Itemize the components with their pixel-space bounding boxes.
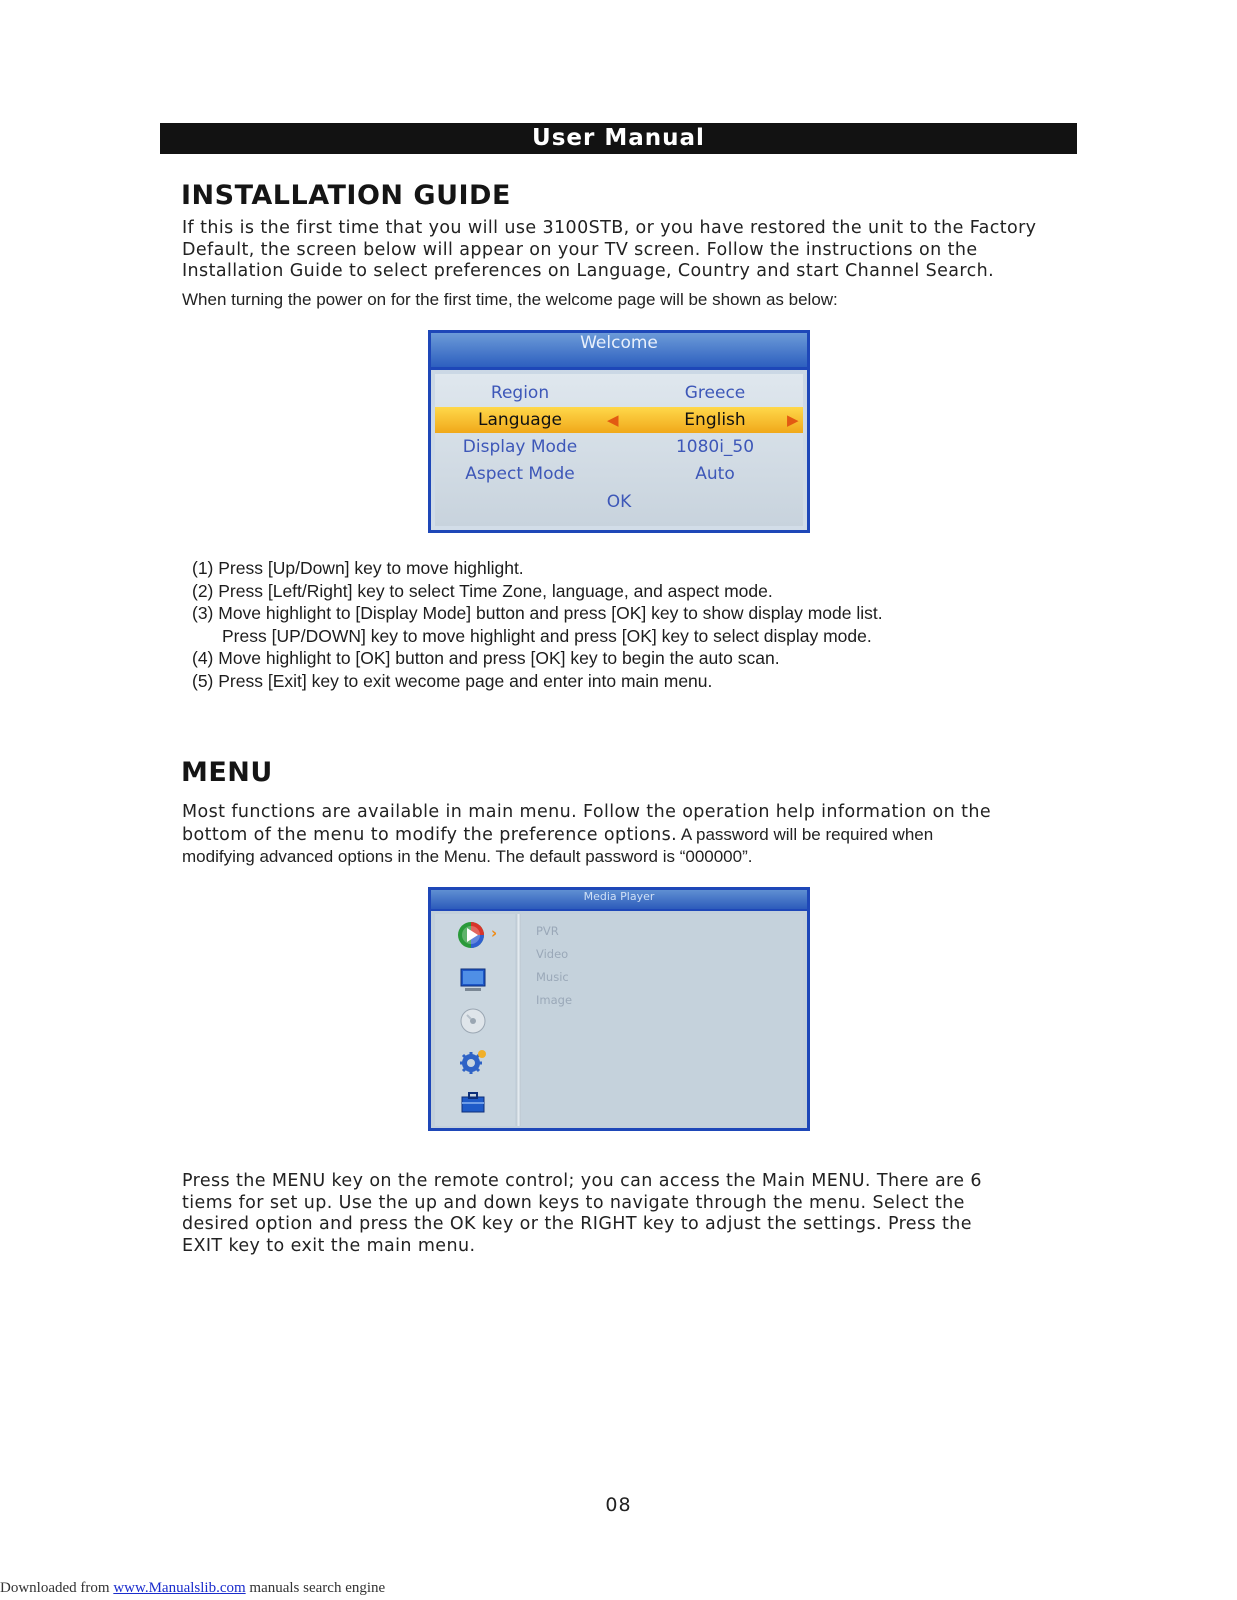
intro-line: If this is the first time that you will use 3100STB, or you have restored the unit to the Factory [182, 218, 1037, 238]
menu-item-image[interactable]: Image [536, 993, 573, 1007]
step-item: (2) Press [Left/Right] key to select Time Zone, language, and aspect mode. [192, 580, 773, 601]
installation-heading: INSTALLATION GUIDE [181, 180, 511, 211]
welcome-row-language[interactable] [435, 407, 803, 433]
row-label: Aspect Mode [465, 464, 575, 484]
media-player-list [521, 914, 803, 1126]
step-item: (1) Press [Up/Down] key to move highlight. [192, 558, 524, 578]
page-number: 08 [605, 1494, 632, 1516]
welcome-row-display-mode[interactable] [435, 434, 803, 460]
menu-item-music[interactable]: Music [536, 970, 569, 984]
manualslib-link[interactable]: www.Manualslib.com [113, 1580, 246, 1596]
menu-outro-line: Press the MENU key on the remote control; you can access the Main MENU. There are 6 [182, 1171, 982, 1191]
manual-header: User Manual [160, 123, 1077, 154]
welcome-title: Welcome [431, 333, 807, 370]
menu-outro-line: EXIT key to exit the main menu. [182, 1235, 476, 1256]
welcome-row-aspect-mode[interactable] [435, 461, 803, 487]
menu-intro-line [182, 824, 1062, 847]
welcome-row-region[interactable] [435, 380, 803, 406]
disc-icon[interactable] [457, 1006, 489, 1036]
step-item: (3) Move highlight to [Display Mode] button and press [OK] key to show display mode list. [192, 603, 883, 623]
welcome-note: When turning the power on for the first time, the welcome page will be shown as below: [182, 290, 838, 309]
menu-intro-line: modifying advanced options in the Menu. The default password is “000000”. [182, 847, 753, 866]
step-item: (4) Move highlight to [OK] button and press [OK] key to begin the auto scan. [192, 648, 780, 668]
row-value: 1080i_50 [675, 437, 755, 457]
chevron-right-icon: › [491, 924, 498, 942]
menu-intro-text: A password will be required when [677, 824, 934, 844]
menu-intro-line: Most functions are available in main menu. Follow the operation help information on the [182, 802, 992, 822]
media-player-screen [428, 887, 810, 1131]
media-player-icon[interactable] [457, 920, 489, 950]
menu-outro-line: desired option and press the OK key or the RIGHT key to adjust the settings. Press the [182, 1214, 972, 1234]
menu-intro [182, 802, 1062, 868]
ok-button[interactable]: OK [606, 492, 632, 512]
menu-item-video[interactable]: Video [536, 947, 569, 961]
step-item: (5) Press [Exit] key to exit wecome page and enter into main menu. [192, 670, 713, 691]
row-label: Display Mode [462, 437, 578, 457]
welcome-screen [428, 330, 810, 533]
settings-gear-icon[interactable] [457, 1047, 489, 1077]
monitor-icon[interactable] [457, 965, 489, 995]
toolbox-icon[interactable] [457, 1088, 489, 1118]
footer-prefix: Downloaded from [0, 1580, 114, 1596]
row-value: Greece [684, 383, 746, 403]
step-item: Press [UP/DOWN] key to move highlight and press [OK] key to select display mode. [222, 625, 872, 646]
row-value: English [684, 410, 746, 430]
row-label: Region [490, 383, 550, 403]
intro-line: Installation Guide to select preferences on Language, Country and start Channel Search. [182, 261, 995, 281]
installation-intro [182, 218, 1062, 283]
menu-outro-line: tiems for set up. Use the up and down keys to navigate through the menu. Select the [182, 1192, 965, 1213]
row-value: Auto [695, 464, 735, 484]
download-footer [0, 1580, 385, 1597]
chevron-left-icon[interactable]: ◀ [607, 411, 619, 429]
media-player-title: Media Player [431, 890, 807, 911]
instruction-steps [192, 557, 1092, 692]
welcome-menu [435, 374, 803, 526]
chevron-right-icon[interactable]: ▶ [787, 411, 799, 429]
menu-heading: MENU [181, 757, 273, 788]
footer-suffix: manuals search engine [245, 1580, 386, 1596]
menu-item-pvr[interactable]: PVR [536, 924, 559, 938]
menu-outro [182, 1171, 1062, 1257]
menu-intro-text: bottom of the menu to modify the preference options. [182, 824, 678, 845]
row-label: Language [478, 410, 562, 430]
menu-icon-column [435, 914, 515, 1126]
intro-line: Default, the screen below will appear on your TV screen. Follow the instructions on the [182, 239, 978, 260]
